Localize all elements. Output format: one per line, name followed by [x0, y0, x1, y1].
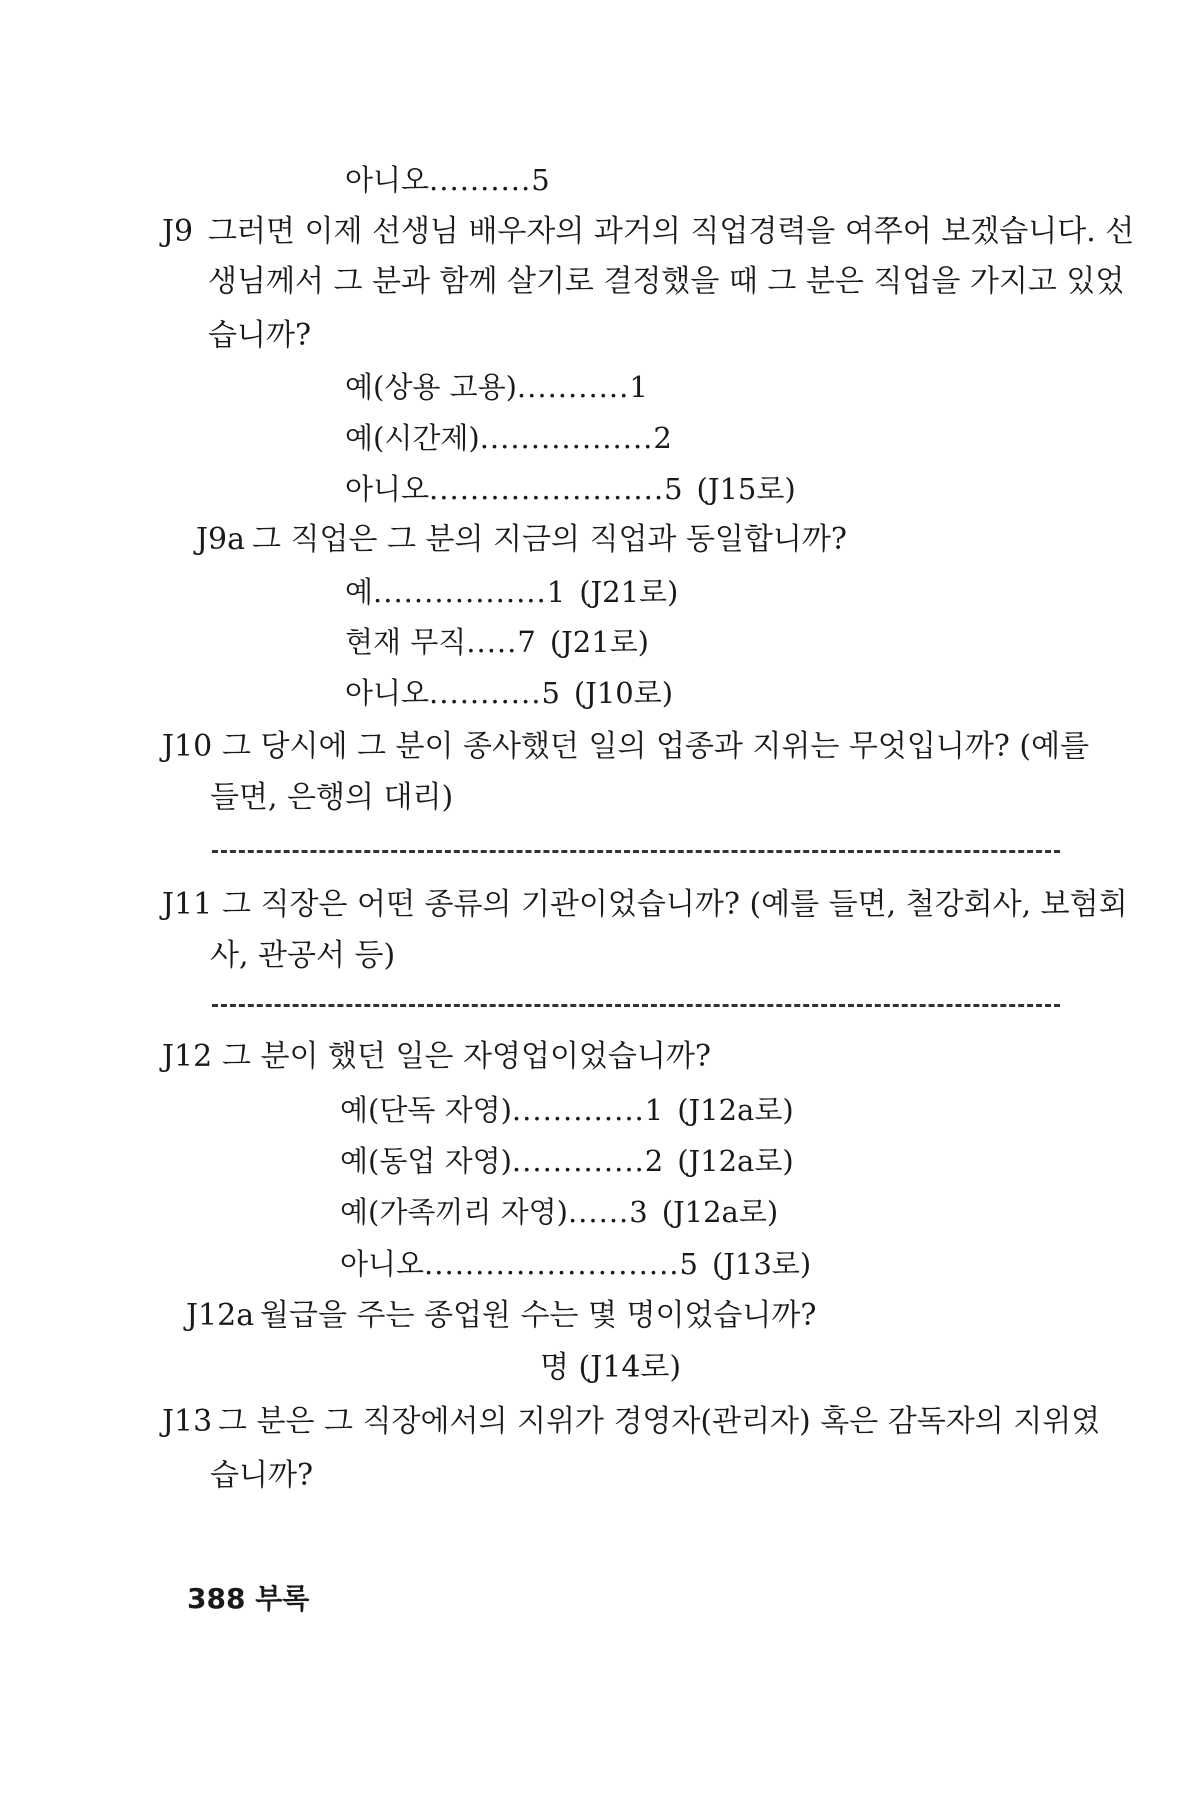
- question-text-line: 그 직장은 어떤 종류의 기관이었습니까? (예를 들면, 철강회사, 보험회: [222, 887, 1128, 922]
- question-text-line: 그 분은 그 직장에서의 지위가 경영자(관리자) 혹은 감독자의 지위였: [218, 1404, 1101, 1439]
- question-text-line: 그 당시에 그 분이 종사했던 일의 업종과 지위는 무엇입니까? (예를: [222, 729, 1090, 764]
- option-code: 3: [629, 1195, 648, 1229]
- option-row: [345, 673, 673, 713]
- option-label: 아니오: [345, 163, 430, 197]
- page-footer: [187, 1577, 309, 1617]
- skip-instruction: (J21로): [549, 625, 649, 659]
- question-text-line: 그러면 이제 선생님 배우자의 과거의 직업경력을 여쭈어 보겠습니다. 선: [208, 214, 1135, 249]
- question-text-line: 그 분이 했던 일은 자영업이었습니까?: [222, 1039, 711, 1074]
- skip-instruction: (J13로): [711, 1247, 812, 1281]
- option-code: 2: [653, 421, 672, 455]
- option-code: 1: [629, 370, 648, 404]
- answer-blank-line: [212, 1004, 1060, 1007]
- question-id-j11: J11: [162, 887, 213, 922]
- option-label: 예(시간제): [345, 421, 480, 455]
- skip-instruction: (J21로): [579, 575, 679, 609]
- skip-instruction: (J15로): [696, 472, 796, 506]
- option-leader: .............: [511, 1093, 645, 1127]
- skip-instruction: (J12a로): [661, 1195, 779, 1229]
- option-code: 5: [664, 472, 683, 506]
- option-leader: .................: [373, 575, 547, 609]
- question-id-j12: J12: [162, 1039, 213, 1074]
- option-row: [345, 622, 649, 662]
- option-label: 현재 무직: [345, 625, 467, 659]
- option-code: 1: [644, 1093, 664, 1127]
- option-label: 예: [345, 575, 374, 609]
- option-leader: ......: [567, 1195, 630, 1229]
- option-label: 예(가족끼리 자영): [340, 1195, 568, 1229]
- skip-instruction: (J12a로): [677, 1093, 794, 1127]
- option-code: 2: [644, 1144, 664, 1178]
- option-leader: .................: [479, 421, 654, 455]
- option-code: 5: [541, 676, 560, 710]
- option-row: [345, 367, 648, 407]
- option-label: 아니오: [340, 1247, 425, 1281]
- option-row: [340, 1141, 794, 1181]
- question-text-line: 사, 관공서 등): [210, 938, 396, 973]
- question-id-j12a: J12a: [186, 1298, 255, 1333]
- option-code: 7: [517, 625, 536, 659]
- option-row: [345, 160, 550, 200]
- answer-unit: 명 (J14로): [540, 1350, 682, 1385]
- option-leader: ...........: [429, 676, 542, 710]
- skip-instruction: (J10로): [573, 676, 674, 710]
- page-number: 388: [187, 1582, 246, 1615]
- option-row: [340, 1090, 794, 1130]
- question-id-j9: J9: [162, 214, 194, 249]
- option-leader: .......................: [429, 472, 665, 506]
- option-label: 아니오: [345, 676, 430, 710]
- option-code: 5: [531, 163, 550, 197]
- option-label: 아니오: [345, 472, 430, 506]
- skip-instruction: (J12a로): [677, 1144, 794, 1178]
- question-text-line: 들면, 은행의 대리): [210, 780, 454, 815]
- question-text-line: 그 직업은 그 분의 지금의 직업과 동일합니까?: [252, 522, 847, 557]
- answer-blank-line: [212, 850, 1060, 853]
- question-id-j9a: J9a: [196, 522, 245, 557]
- question-text-line: 습니까?: [208, 318, 312, 353]
- option-leader: .....: [466, 625, 518, 659]
- option-row: [345, 572, 678, 612]
- question-text-line: 월급을 주는 종업원 수는 몇 명이었습니까?: [260, 1298, 817, 1333]
- question-text-line: 생님께서 그 분과 함께 살기로 결정했을 때 그 분은 직업을 가지고 있었: [208, 264, 1125, 299]
- option-leader: .........................: [424, 1247, 680, 1281]
- option-leader: ...........: [516, 370, 630, 404]
- option-row: [345, 469, 796, 509]
- option-code: 1: [546, 575, 566, 609]
- option-row: [340, 1244, 811, 1284]
- option-label: 예(상용 고용): [345, 370, 517, 404]
- question-text-line: 습니까?: [210, 1458, 314, 1493]
- option-row: [340, 1192, 778, 1232]
- option-row: [345, 418, 672, 458]
- option-leader: .............: [511, 1144, 645, 1178]
- question-id-j13: J13: [162, 1404, 213, 1439]
- option-label: 예(단독 자영): [340, 1093, 512, 1127]
- option-leader: ..........: [429, 163, 532, 197]
- question-id-j10: J10: [162, 729, 213, 764]
- section-label: 부록: [255, 1582, 310, 1615]
- option-code: 5: [679, 1247, 698, 1281]
- option-label: 예(동업 자영): [340, 1144, 512, 1178]
